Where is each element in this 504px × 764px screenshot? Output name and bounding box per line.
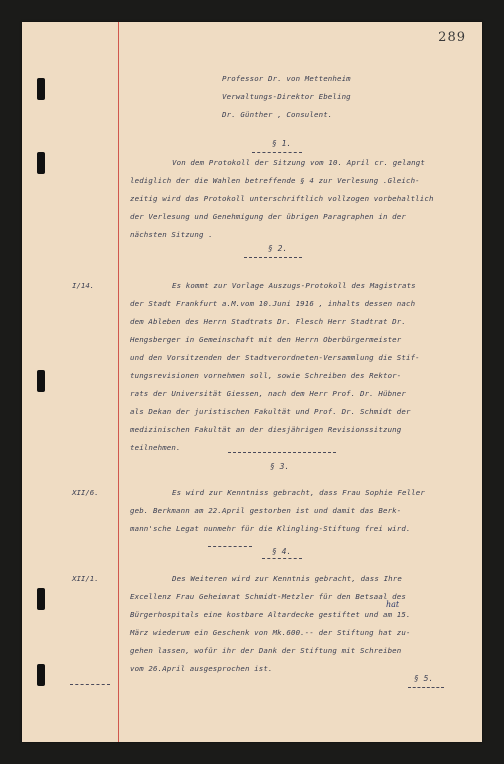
text-line: als Dekan der juristischen Fakultät und Prof. Dr. Schmidt der bbox=[130, 407, 411, 416]
text-line: Es kommt zur Vorlage Auszugs-Protokoll des Magistrats bbox=[172, 281, 416, 290]
text-line: lediglich der die Wahlen betreffende § 4 zur Verlesung .Gleich- bbox=[130, 176, 420, 185]
text-line: mann'sche Legat nunmehr für die Klingling-Stiftung frei wird. bbox=[130, 524, 411, 533]
section-heading: § 1. bbox=[272, 139, 292, 148]
signatory-line: Verwaltungs-Direktor Ebeling bbox=[222, 92, 351, 101]
section-heading: § 4. bbox=[272, 547, 292, 556]
binder-hole bbox=[37, 78, 45, 100]
text-line: der Stadt Frankfurt a.M.vom 10.Juni 1916 , inhalts dessen nach bbox=[130, 299, 416, 308]
binder-hole bbox=[37, 370, 45, 392]
heading-underline bbox=[262, 558, 302, 559]
page-number: 289 bbox=[438, 30, 466, 45]
heading-underline bbox=[408, 687, 444, 688]
text-line: tungsrevisionen vornehmen soll, sowie Schreiben des Rektor- bbox=[130, 371, 402, 380]
text-line: gehen lassen, wofür ihr der Dank der Stiftung mit Schreiben bbox=[130, 646, 402, 655]
section-heading: § 3. bbox=[270, 462, 290, 471]
signatory-line: Dr. Günther , Consulent. bbox=[222, 110, 333, 119]
binder-hole bbox=[37, 588, 45, 610]
margin-reference: I/14. bbox=[72, 281, 95, 290]
margin-separator bbox=[70, 684, 110, 685]
separator-line bbox=[228, 452, 336, 453]
text-line: der Verlesung und Genehmigung der übrigen Paragraphen in der bbox=[130, 212, 406, 221]
text-line: Bürgerhospitals eine kostbare Altardecke gestiftet und am 15. bbox=[130, 610, 411, 619]
text-line: Es wird zur Kenntniss gebracht, dass Frau Sophie Feller bbox=[172, 488, 425, 497]
heading-underline bbox=[244, 257, 302, 258]
text-line: und den Vorsitzenden der Stadtverordneten-Versammlung die Stif- bbox=[130, 353, 420, 362]
text-line: Hengsberger in Gemeinschaft mit den Herrn Oberbürgermeister bbox=[130, 335, 402, 344]
heading-underline bbox=[252, 152, 302, 153]
text-line: dem Ableben des Herrn Stadtrats Dr. Flesch Herr Stadtrat Dr. bbox=[130, 317, 406, 326]
margin-line bbox=[118, 22, 119, 742]
margin-reference: XII/6. bbox=[72, 488, 99, 497]
signatory-line: Professor Dr. von Mettenheim bbox=[222, 74, 351, 83]
handwritten-insert: hat bbox=[386, 600, 400, 609]
text-line: Des Weiteren wird zur Kenntnis gebracht, dass Ihre bbox=[172, 574, 402, 583]
text-line: medizinischen Fakultät an der diesjährigen Revisionssitzung bbox=[130, 425, 402, 434]
binder-hole bbox=[37, 152, 45, 174]
section-heading: § 2. bbox=[268, 244, 288, 253]
text-line: nächsten Sitzung . bbox=[130, 230, 213, 239]
text-line: zeitig wird das Protokoll unterschriftlich vollzogen vorbehaltlich bbox=[130, 194, 434, 203]
text-line: Von dem Protokoll der Sitzung vom 10. April cr. gelangt bbox=[172, 158, 425, 167]
separator-line bbox=[208, 546, 252, 547]
text-line: rats der Universität Giessen, nach dem Herr Prof. Dr. Hübner bbox=[130, 389, 406, 398]
margin-reference: XII/1. bbox=[72, 574, 99, 583]
section-heading: § 5. bbox=[414, 674, 434, 683]
text-line: März wiederum ein Geschenk von Mk.600.-- der Stiftung hat zu- bbox=[130, 628, 411, 637]
text-line: Excellenz Frau Geheimrat Schmidt-Metzler für den Betsaal des bbox=[130, 592, 406, 601]
text-line: teilnehmen. bbox=[130, 443, 181, 452]
binder-hole bbox=[37, 664, 45, 686]
text-line: geb. Berkmann am 22.April gestorben ist und damit das Berk- bbox=[130, 506, 402, 515]
text-line: vom 26.April ausgesprochen ist. bbox=[130, 664, 273, 673]
